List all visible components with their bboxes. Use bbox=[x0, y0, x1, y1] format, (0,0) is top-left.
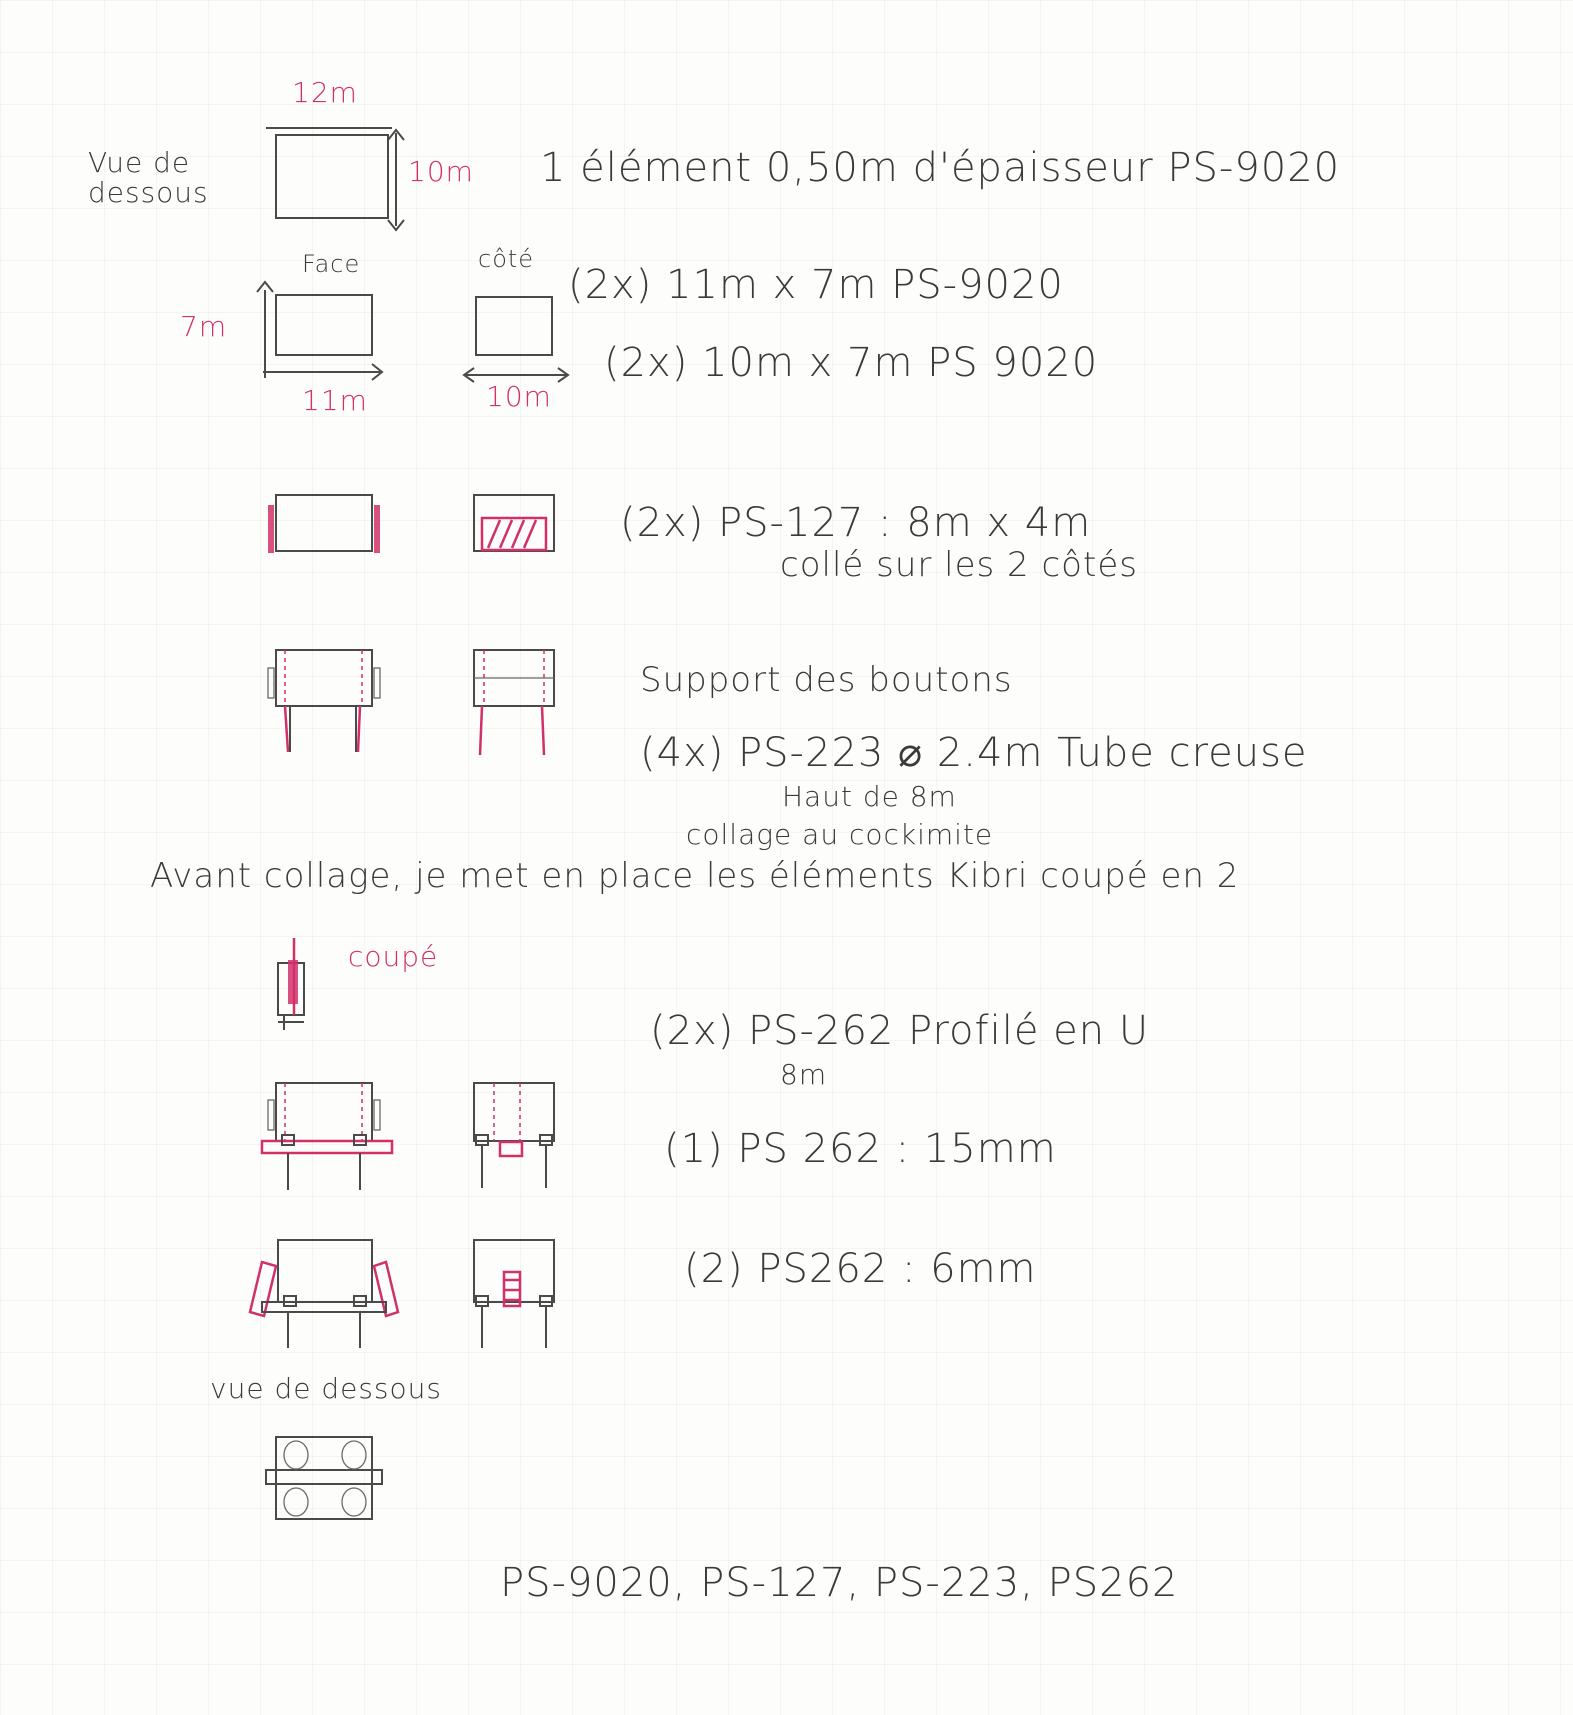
view-from-below-label-2: vue de dessous bbox=[210, 1372, 442, 1405]
note-line-6b: 8m bbox=[780, 1058, 828, 1091]
dim-face-width: 11m bbox=[302, 384, 368, 417]
note-line-4c: Haut de 8m bbox=[782, 780, 957, 813]
sketch-supports-face bbox=[268, 650, 380, 752]
note-line-2a: (2x) 11m x 7m PS-9020 bbox=[568, 262, 1064, 308]
cut-label: coupé bbox=[348, 940, 439, 973]
dim-side-width: 10m bbox=[486, 380, 552, 413]
dim-top-height: 10m bbox=[408, 155, 474, 188]
summary-line: PS-9020, PS-127, PS-223, PS262 bbox=[500, 1560, 1179, 1606]
sketch-ps127-side bbox=[474, 495, 554, 551]
dim-face-height: 7m bbox=[180, 310, 228, 343]
note-line-3b: collé sur les 2 côtés bbox=[780, 545, 1138, 585]
sketch-side-view bbox=[464, 297, 568, 382]
note-line-8: (2) PS262 : 6mm bbox=[684, 1246, 1037, 1292]
note-line-4a: Support des boutons bbox=[640, 660, 1013, 700]
sketch-bottom-view bbox=[266, 1437, 382, 1519]
sketch-6mm-face bbox=[250, 1240, 398, 1348]
sketch-uprofile-face bbox=[262, 1083, 392, 1190]
view-from-below-label: Vue de dessous bbox=[88, 146, 209, 209]
side-label: côté bbox=[478, 245, 535, 273]
note-line-4d: collage au cockimite bbox=[686, 818, 994, 851]
sketch-uprofile-side bbox=[474, 1083, 554, 1188]
sketch-top-view bbox=[266, 128, 404, 230]
note-line-3a: (2x) PS-127 : 8m x 4m bbox=[620, 500, 1092, 546]
note-line-2b: (2x) 10m x 7m PS 9020 bbox=[604, 340, 1099, 386]
sketch-supports-side bbox=[474, 650, 554, 755]
face-label: Face bbox=[302, 250, 361, 278]
sketch-face-view bbox=[257, 282, 382, 380]
dim-top-width: 12m bbox=[292, 76, 358, 109]
sketch-ps127-face bbox=[268, 495, 380, 553]
note-line-7: (1) PS 262 : 15mm bbox=[664, 1126, 1057, 1172]
note-line-4b: (4x) PS-223 ⌀ 2.4m Tube creuse bbox=[640, 730, 1308, 776]
note-line-1: 1 élément 0,50m d'épaisseur PS-9020 bbox=[540, 145, 1341, 191]
note-line-6a: (2x) PS-262 Profilé en U bbox=[650, 1008, 1150, 1054]
sketch-kibri-cut bbox=[278, 938, 304, 1030]
note-line-5: Avant collage, je met en place les éléments Kibri coupé en 2 bbox=[150, 856, 1240, 896]
sketch-6mm-side bbox=[474, 1240, 554, 1348]
